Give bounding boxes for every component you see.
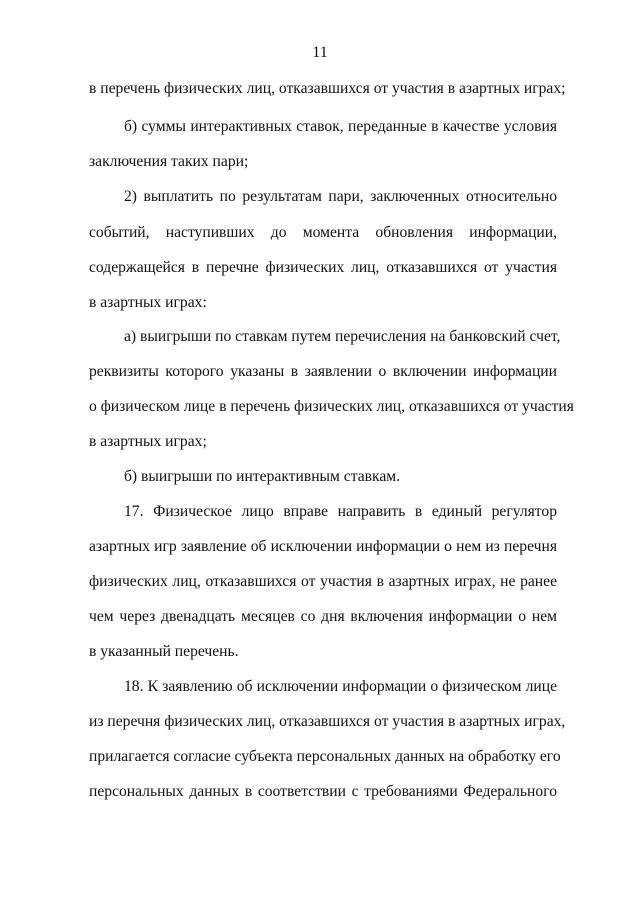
- text-line-17: в указанный перечень.: [89, 643, 239, 660]
- text-line-8: а) выигрыши по ставкам путем перечисления на банковский счет,: [124, 328, 561, 345]
- page-number: 11: [312, 44, 328, 61]
- text-line-1: в перечень физических лиц, отказавшихся от участия в азартных играх;: [89, 80, 566, 97]
- text-line-16: чем через двенадцать месяцев со дня включения информации о нем: [89, 608, 557, 625]
- text-line-13: 17. Физическое лицо вправе направить в единый регулятор: [124, 503, 557, 520]
- text-line-18: 18. К заявлению об исключении информации о физическом лице: [124, 678, 557, 695]
- text-line-12: б) выигрыши по интерактивным ставкам.: [124, 468, 401, 485]
- text-line-15: физических лиц, отказавшихся от участия в азартных играх, не ранее: [89, 573, 557, 590]
- text-line-7: в азартных играх:: [89, 294, 207, 311]
- text-line-4: 2) выплатить по результатам пари, заключенных относительно: [124, 188, 557, 205]
- text-line-3: заключения таких пари;: [89, 153, 249, 170]
- text-line-5: событий, наступивших до момента обновления информации,: [89, 224, 557, 241]
- text-line-11: в азартных играх;: [89, 433, 207, 450]
- text-line-9: реквизиты которого указаны в заявлении о включении информации: [89, 363, 557, 380]
- text-line-19: из перечня физических лиц, отказавшихся от участия в азартных играх,: [89, 713, 566, 730]
- text-line-6: содержащейся в перечне физических лиц, отказавшихся от участия: [89, 259, 557, 276]
- text-line-14: азартных игр заявление об исключении информации о нем из перечня: [89, 538, 557, 555]
- text-line-20: прилагается согласие субъекта персональных данных на обработку его: [89, 748, 561, 765]
- text-line-2: б) суммы интерактивных ставок, переданные в качестве условия: [124, 118, 557, 135]
- text-line-10: о физическом лице в перечень физических лиц, отказавшихся от участия: [89, 398, 574, 415]
- text-line-21: персональных данных в соответствии с требованиями Федерального: [89, 783, 557, 800]
